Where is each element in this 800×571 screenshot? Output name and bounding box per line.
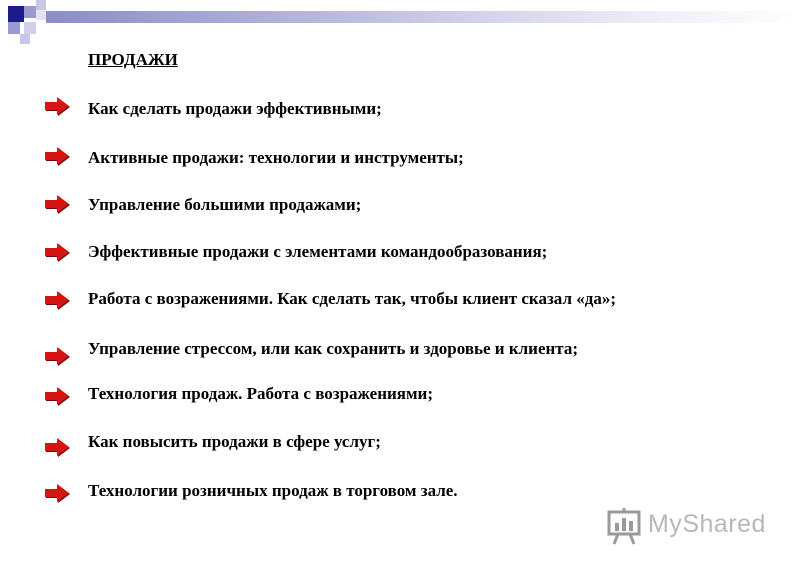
right-arrow-icon [44,289,70,311]
list-item [0,148,800,172]
list-item-label: Как повысить продажи в сфере услуг; [88,432,381,451]
myshared-logo [606,506,766,546]
right-arrow-icon [44,241,70,263]
corner-square-medium [8,22,20,34]
right-arrow-icon [44,482,70,504]
corner-square-pale [36,10,46,20]
list-item-label: Технология продаж. Работа с возражениями; [88,384,434,403]
list-item [0,99,800,123]
right-arrow-icon [44,95,70,117]
list-item-label: Технологии розничных продаж в торговом зале. [88,481,458,500]
list-item [0,195,800,219]
right-arrow-icon [44,436,70,458]
list-item-label: Управление большими продажами; [88,195,362,214]
right-arrow-icon [44,145,70,167]
corner-square-light [20,34,30,44]
list-item [0,339,800,363]
list-item-label: Эффективные продажи с элементами командообразования; [88,242,548,261]
right-arrow-icon [44,193,70,215]
right-arrow-icon [44,385,70,407]
list-item [0,432,800,456]
right-arrow-icon [44,345,70,367]
list-item-label: Управление стрессом, или как сохранить и здоровье и клиента; [88,339,579,358]
list-item-label: Активные продажи: технологии и инструменты; [88,148,464,167]
corner-square-medium [24,6,36,18]
slide-title: ПРОДАЖИ [88,50,178,69]
list-item-label: Как сделать продажи эффективными; [88,99,382,118]
list-item [0,289,800,313]
list-item [0,242,800,266]
corner-square-light [36,0,46,10]
corner-square-dark [8,6,24,22]
list-item [0,384,800,408]
presentation-board-icon [606,506,646,546]
header-gradient-bar [46,11,800,23]
list-item-label: Работа с возражениями. Как сделать так, чтобы клиент сказал «да»; [88,289,616,308]
corner-square-light [24,22,36,34]
list-item [0,481,800,505]
logo-text: MyShared [648,510,766,538]
